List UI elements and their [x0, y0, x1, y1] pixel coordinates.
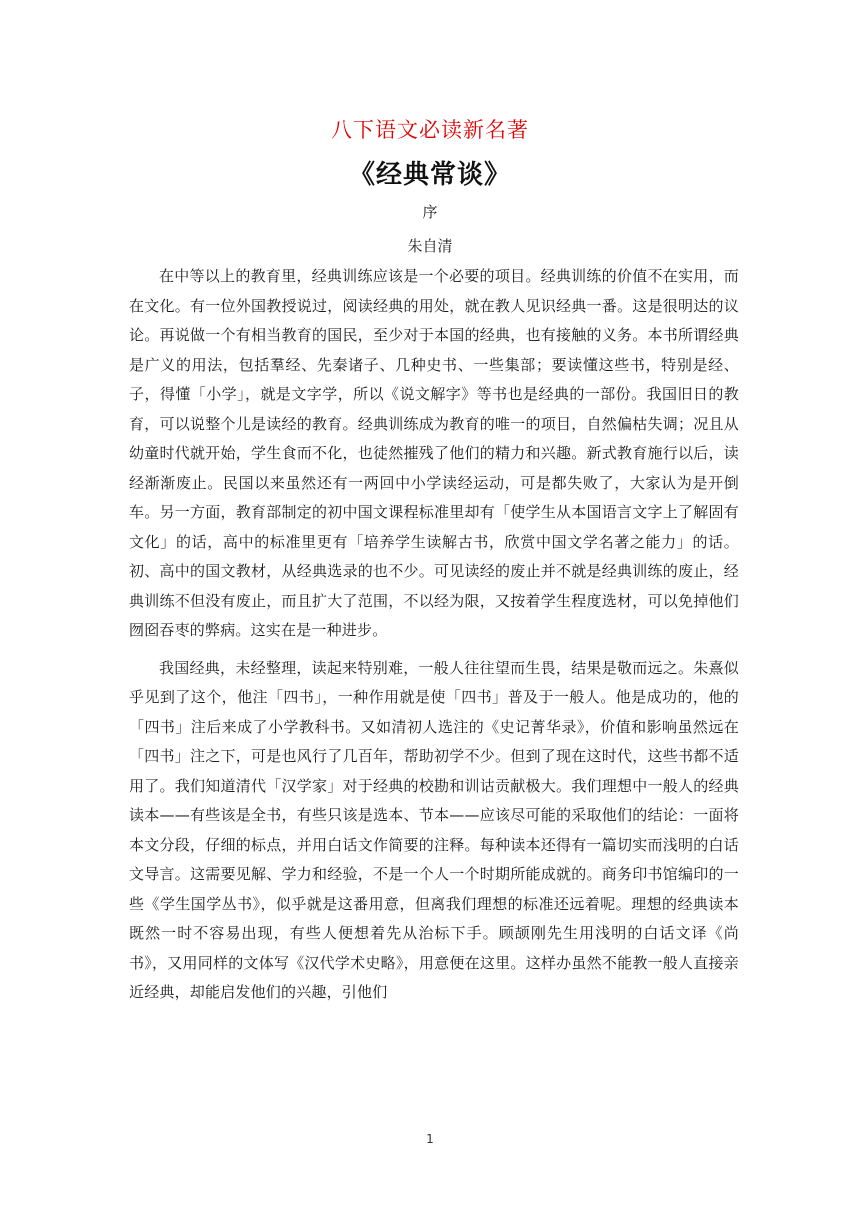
book-title: 《经典常谈》: [348, 160, 511, 190]
header-title: 八下语文必读新名著: [331, 118, 529, 142]
paragraph: 我国经典，未经整理，读起来特别难，一般人往往望而生畏，结果是敬而远之。朱熹似乎见到了这个，他注「四书」，一种作用就是使「四书」普及于一般人。他是成功的，他的「四书」注后来成了小学教科书。又如清初人选注的《史记菁华录》，价值和影响虽然远在「四书」注之下，可是也风行了几百年，帮助初学不少。但到了现在这时代，这些书都不适用了。我们知道清代「汉学家」对于经典的校勘和训诂贡献极大。我们理想中一般人的经典读本——有些该是全书，有些只该是选本、节本——应该尽可能的采取他们的结论：一面将本文分段，仔细的标点，并用白话文作简要的注释。每种读本还得有一篇切实而浅明的白话文导言。这需要见解、学力和经验，不是一个人一个时期所能成就的。商务印书馆编印的一些《学生国学丛书》，似乎就是这番用意，但离我们理想的标准还远着呢。理想的经典读本既然一时不容易出现，有些人便想着先从治标下手。顾颉刚先生用浅明的白话文译《尚书》，又用同样的文体写《汉代学术史略》，用意便在这里。这样办虽然不能教一般人直接亲近经典，却能启发他们的兴趣，引他们: [129, 658, 739, 1001]
page-number: 1: [426, 1132, 434, 1146]
section-label: 序: [422, 203, 438, 221]
body-text: [129, 262, 739, 1016]
paragraph: 在中等以上的教育里，经典训练应该是一个必要的项目。经典训练的价值不在实用，而在文化。有一位外国教授说过，阅读经典的用处，就在教人见识经典一番。这是很明达的议论。再说做一个有相当教育的国民，至少对于本国的经典，也有接触的义务。本书所谓经典是广义的用法，包括羣经、先秦诸子、几种史书、一些集部；要读懂这些书，特别是经、子，得懂「小学」，就是文字学，所以《说文解字》等书也是经典的一部份。我国旧日的教育，可以说整个儿是读经的教育。经典训练成为教育的唯一的项目，自然偏枯失调；况且从幼童时代就开始，学生食而不化，也徒然摧残了他们的精力和兴趣。新式教育施行以后，读经渐渐废止。民国以来虽然还有一两回中小学读经运动，可是都失败了，大家认为是开倒车。另一方面，教育部制定的初中国文课程标准里却有「使学生从本国语言文字上了解固有文化」的话，高中的标准里更有「培养学生读解古书，欣赏中国文学名著之能力」的话。初、高中的国文教材，从经典选录的也不少。可见读经的废止并不就是经典训练的废止，经典训练不但没有废止，而且扩大了范围，不以经为限，又按着学生程度选材，可以免掉他们囫囵吞枣的弊病。这实在是一种进步。: [129, 267, 739, 639]
author-name: 朱自清: [407, 237, 453, 255]
